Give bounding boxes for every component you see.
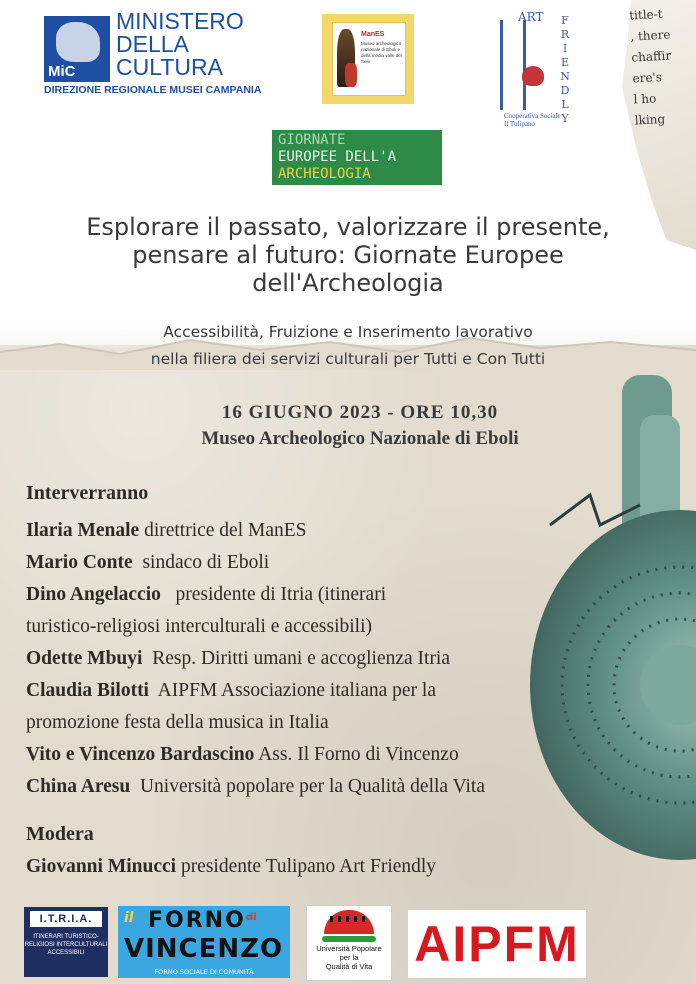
speaker-row <box>26 739 586 771</box>
speakers-list <box>26 515 586 803</box>
forno-word: FORNO <box>148 908 246 933</box>
speaker-role: AIPFM Associazione italiana per la <box>148 680 437 701</box>
upqv-line: Università Popolare <box>316 944 382 953</box>
itria-brand: I.T.R.I.A. <box>30 911 102 927</box>
speaker-role: direttrice del ManES <box>139 520 307 541</box>
speaker-row <box>26 547 586 579</box>
coop-name: Il Tulipano <box>504 120 535 128</box>
speaker-row <box>26 515 586 547</box>
letter: F <box>561 14 569 27</box>
tulip-icon <box>522 66 544 86</box>
letter: N <box>560 70 570 83</box>
column-icon <box>500 20 526 110</box>
manes-description: Museo archeologico nazionale di Eboli e della media valle del Sele <box>361 41 402 64</box>
forno-tagline: FORNO SOCIALE DI COMUNITÀ <box>154 968 254 976</box>
cooperative-label <box>504 112 561 128</box>
ministero-cultura-logo <box>44 8 262 98</box>
scrap-line: ere's <box>632 70 663 86</box>
itria-description: ITINERARI TURISTICO-RELIGIOSI INTERCULTURALI ACCESSIBILI <box>24 934 108 956</box>
speaker-row <box>26 611 586 643</box>
moderator-heading: Modera <box>26 823 94 845</box>
speaker-name: Dino Angelaccio <box>26 584 161 605</box>
letter: I <box>562 42 568 55</box>
scrap-line: lking <box>634 111 666 128</box>
universita-popolare-logo <box>306 905 392 981</box>
speaker-role: Università popolare per la Qualità della Vita <box>130 776 485 797</box>
art-word: ART <box>518 10 544 24</box>
ministero-line2: DELLA <box>116 31 189 57</box>
speaker-row <box>26 771 586 803</box>
speaker-name: Claudia Bilotti <box>26 680 149 701</box>
itria-logo <box>24 907 108 977</box>
speaker-row <box>26 579 586 611</box>
gea-line2: EUROPEE DELL'A <box>278 149 397 165</box>
speaker-role: presidente di Itria (itinerari <box>160 584 387 605</box>
speaker-row <box>26 675 586 707</box>
grass-icon <box>322 936 376 942</box>
ministero-subtitle: DIREZIONE REGIONALE MUSEI CAMPANIA <box>44 84 262 96</box>
friendly-vertical-text <box>558 14 572 126</box>
speaker-row <box>26 707 586 739</box>
title-line: dell'Archeologia <box>252 269 444 297</box>
speaker-role: Ass. Il Forno di Vincenzo <box>254 744 459 765</box>
coop-type: Cooperativa Sociale <box>504 112 561 120</box>
event-date: 16 GIUGNO 2023 - ORE 10,30 <box>221 402 499 423</box>
upqv-line: per la <box>339 953 359 962</box>
speaker-role: Resp. Diritti umani e accoglienza Itria <box>142 648 451 669</box>
letter: Y <box>561 112 569 125</box>
aipfm-logo: AIPFM <box>408 910 586 978</box>
scrap-line: chaffir <box>631 48 672 65</box>
moderator-row <box>26 856 586 878</box>
event-venue: Museo Archeologico Nazionale di Eboli <box>201 428 519 449</box>
forno-il: il <box>124 910 134 926</box>
speaker-role: sindaco di Eboli <box>132 552 270 573</box>
speaker-role: promozione festa della musica in Italia <box>26 712 329 733</box>
newspaper-scrap-text <box>629 3 696 132</box>
manes-name: ManES <box>361 31 385 38</box>
forno-di: di <box>246 912 257 923</box>
subtitle-line: nella filiera dei servizi culturali per Tutti e Con Tutti <box>150 350 546 368</box>
forno-vincenzo: VINCENZO <box>124 934 284 964</box>
speaker-name: Ilaria Menale <box>26 520 140 541</box>
mic-emblem <box>44 16 110 82</box>
title-line: Esplorare il passato, valorizzare il presente, <box>86 213 610 241</box>
ministero-name <box>116 10 244 79</box>
giornate-europee-archeologia-logo <box>272 130 442 185</box>
letter: R <box>560 28 570 41</box>
event-subtitle <box>60 319 636 373</box>
event-title <box>40 213 656 297</box>
gea-line1: GIORNATE <box>278 132 346 148</box>
ministero-line1: MINISTERO <box>116 8 244 34</box>
moderator-name: Giovanni Minucci <box>26 856 177 877</box>
speaker-row <box>26 643 586 675</box>
speaker-name: Odette Mbuyi <box>26 648 143 669</box>
speakers-heading: Interverranno <box>26 482 149 504</box>
subtitle-line: Accessibilità, Fruizione e Inserimento lavorativo <box>163 323 533 341</box>
ministero-line3: CULTURA <box>116 54 223 80</box>
speaker-role: turistico-religiosi interculturali e accessibili) <box>26 616 373 637</box>
upqv-line: Qualità di Vita <box>325 962 373 971</box>
ladybug-dome-icon <box>324 910 374 934</box>
letter: E <box>560 56 570 69</box>
upqv-text <box>307 944 391 971</box>
scrap-line: , there <box>630 27 671 44</box>
gea-line3: ARCHEOLOGIA <box>278 166 371 182</box>
title-line: pensare al futuro: Giornate Europee <box>132 241 564 269</box>
scrap-line: l ho <box>633 91 657 107</box>
speaker-name: China Aresu <box>26 776 131 797</box>
speaker-name: Mario Conte <box>26 552 133 573</box>
letter: L <box>561 98 569 111</box>
speaker-name: Vito e Vincenzo Bardascino <box>26 744 255 765</box>
forno-di-vincenzo-logo <box>118 906 290 978</box>
scrap-line: title-t <box>628 6 663 23</box>
art-friendly-logo <box>490 8 580 132</box>
manes-logo <box>322 14 414 104</box>
letter: D <box>560 84 570 97</box>
moderator-role: presidente Tulipano Art Friendly <box>176 856 437 877</box>
mic-label: MiC <box>48 63 76 80</box>
